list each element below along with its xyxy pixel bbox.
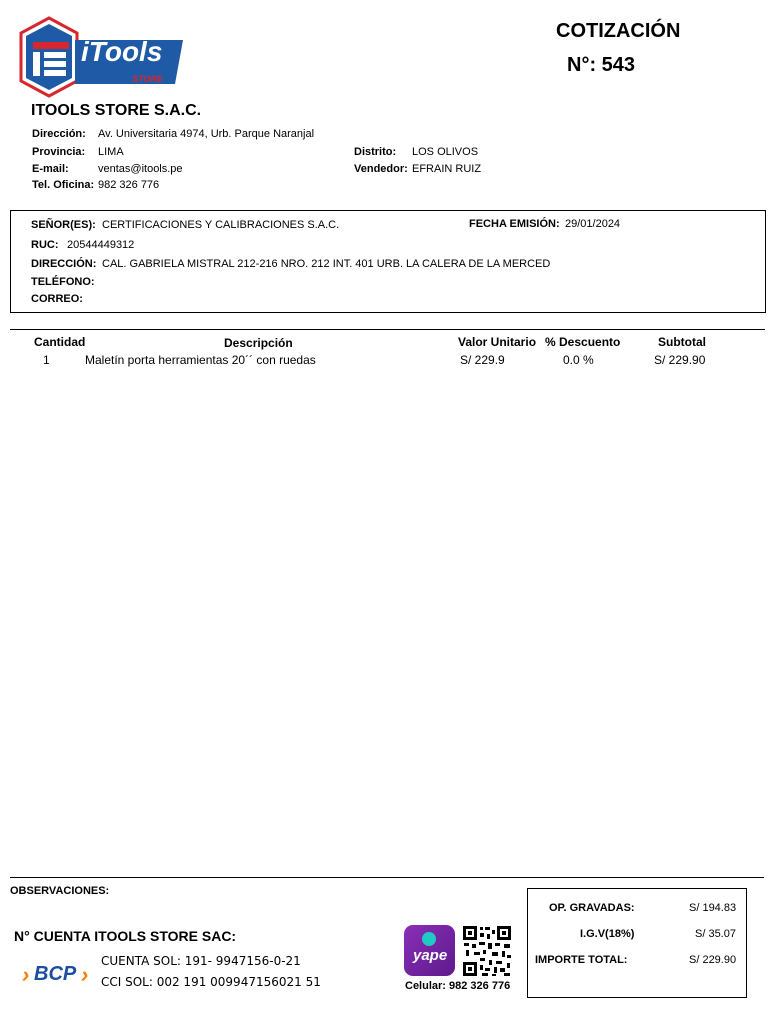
company-province-label: Provincia: [32, 146, 86, 158]
company-district: LOS OLIVOS [412, 146, 479, 158]
igv-label: I.G.V(18%) [580, 928, 635, 940]
header-quantity: Cantidad [34, 335, 86, 349]
row-subtotal: S/ 229.90 [654, 353, 706, 367]
client-ruc: 20544449312 [67, 239, 135, 251]
client-phone-label: TELÉFONO: [31, 276, 95, 288]
qr-code-icon [462, 925, 512, 977]
company-email[interactable]: ventas@itools.pe [98, 163, 183, 175]
header-subtotal: Subtotal [658, 335, 706, 349]
company-address: Av. Universitaria 4974, Urb. Parque Naranjal [98, 128, 315, 140]
client-address-label: DIRECCIÓN: [31, 258, 97, 270]
cellphone-label: Celular: 982 326 776 [405, 980, 511, 992]
logo-text: iTools [81, 36, 163, 67]
row-quantity: 1 [43, 353, 50, 367]
company-address-label: Dirección: [32, 128, 86, 140]
document-title: COTIZACIÓN [556, 20, 681, 42]
table-top-divider [10, 329, 765, 330]
bcp-logo-text: BCP [34, 963, 77, 985]
cci-sol: CCI SOL: 002 191 009947156021 51 [101, 975, 321, 989]
row-description: Maletín porta herramientas 20´´ con ruedas [85, 353, 316, 367]
company-phone: 982 326 776 [98, 179, 160, 191]
company-phone-label: Tel. Oficina: [32, 179, 95, 191]
total-label: IMPORTE TOTAL: [535, 954, 628, 966]
issue-date-label: FECHA EMISIÓN: [469, 218, 560, 230]
company-province: LIMA [98, 146, 124, 158]
op-gravadas-label: OP. GRAVADAS: [549, 902, 635, 914]
yape-logo-text: yape [413, 947, 448, 964]
company-logo [15, 16, 187, 98]
observations-label: OBSERVACIONES: [10, 885, 110, 897]
account-title: N° CUENTA ITOOLS STORE SAC: [14, 928, 237, 944]
company-email-label: E-mail: [32, 163, 69, 175]
footer-divider [10, 877, 764, 878]
client-name: CERTIFICACIONES Y CALIBRACIONES S.A.C. [102, 219, 340, 231]
row-discount: 0.0 % [563, 353, 594, 367]
row-unit-value: S/ 229.9 [460, 353, 505, 367]
company-name: ITOOLS STORE S.A.C. [31, 102, 202, 119]
client-name-label: SEÑOR(ES): [31, 219, 96, 231]
issue-date: 29/01/2024 [565, 218, 621, 230]
client-address: CAL. GABRIELA MISTRAL 212-216 NRO. 212 INT. 401 URB. LA CALERA DE LA MERCED [102, 258, 551, 270]
total-value: S/ 229.90 [689, 954, 737, 966]
seller-name: EFRAIN RUIZ [412, 163, 482, 175]
client-ruc-label: RUC: [31, 239, 59, 251]
yape-logo [404, 925, 455, 976]
client-email-label: CORREO: [31, 293, 83, 305]
seller-label: Vendedor: [354, 163, 408, 175]
header-description: Descripción [224, 336, 293, 350]
op-gravadas-value: S/ 194.83 [689, 902, 737, 914]
company-district-label: Distrito: [354, 146, 397, 158]
igv-value: S/ 35.07 [695, 928, 736, 940]
account-sol: CUENTA SOL: 191- 9947156-0-21 [101, 954, 301, 968]
logo-subtext: STORE [132, 74, 163, 84]
document-number: N°: 543 [567, 54, 636, 76]
bcp-logo: › BCP › [22, 962, 89, 987]
header-unit-value: Valor Unitario [458, 335, 537, 349]
header-discount: % Descuento [545, 335, 621, 349]
